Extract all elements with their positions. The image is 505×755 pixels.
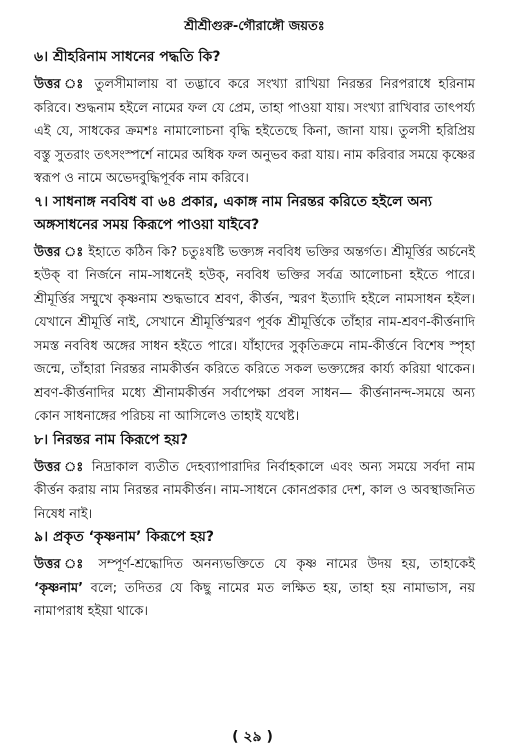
answer-text: তুলসীমালায় বা তদ্ভাবে করে সংখ্যা রাখিয়া নিরন্তর নিরপরাধে হরিনাম করিবে। শুদ্ধনাম হইলে নামের ফল যে প্রেম, তাহা পাওয়া যায়। সংখ্যা রাখিবার তাৎপর্য্য এই যে, সাধকের ক্রমশঃ নামালোচনা বৃদ্ধি হইতেছে কিনা, জানা যায়। তুলসী হরিপ্রিয় বস্তু সুতরাং তৎসংস্পর্শে নামের অধিক ফল অনুভব করা যায়। নাম করিবার সময়ে কৃষ্ণের স্বরূপ ও নামে অভেদবুদ্ধিপূর্বক নাম করিবে। [34,77,475,186]
qa-section-9 [34,526,475,624]
question-heading: ৭। সাধনাঙ্গ নববিধ বা ৬৪ প্রকার, একাঙ্গ নাম নিরন্তর করিতে হইলে অন্য অঙ্গসাধনের সময় কিরূপে পাওয়া যাইবে? [34,193,432,233]
qa-section-6 [34,46,475,191]
question-heading: ৬। শ্রীহরিনাম সাধনের পদ্ধতি কি? [34,49,221,65]
answer-label: উত্তর ঃ [34,459,86,475]
question-heading: ৮। নিরন্তর নাম কিরূপে হয়? [34,431,189,448]
answer-text: নিদ্রাকাল ব্যতীত দেহব্যাপারাদির নির্বাহকালে এবং অন্য সময়ে সর্বদা নাম কীর্ত্তন করায় নাম নিরন্তর নামকীর্ত্তন। নাম-সাধনে কোনপ্রকার দেশ, কাল ও অবস্থাজনিত নিষেধ নাই। [34,459,476,522]
answer-paragraph [34,241,475,429]
answer-text: ইহাতে কঠিন কি? চতুঃষষ্টি ভক্ত্যঙ্গ নববিধ ভক্তির অন্তর্গত। শ্রীমূর্ত্তির অর্চনেই হউক্ বা নির্জনে নাম-সাধনেই হউক্, নববিধ ভক্তির সর্বত্র আলোচনা হইতে পারে। শ্রীমূর্ত্তির সম্মুখে কৃষ্ণনাম শুদ্ধভাবে শ্রবণ, কীর্ত্তন, স্মরণ ইত্যাদি হইলে নামসাধন হইল। যেখানে শ্রীমূর্ত্তি নাই, সেখানে শ্রীমূর্ত্তিস্মরণ পূর্বক শ্রীমূর্ত্তিকে তাঁহার নাম-শ্রবণ-কীর্ত্তনাদি সমস্ত নববিধ অঙ্গের সাধন হইতে পারে। যাঁহাদের সুকৃতিক্রমে নাম-কীর্ত্তনে বিশেষ স্পৃহা জন্মে, তাঁহারা নিরন্তর নামকীর্ত্তন করিতে করিতে সকল ভক্ত্যঙ্গের কার্য্য করিয়া থাকেন। শ্রবণ-কীর্ত্তনাদির মধ্যে শ্রীনামকীর্ত্তন সর্বাপেক্ষা প্রবল সাধন— কীর্ত্তনানন্দ-সময়ে অন্য কোন সাধনাঙ্গের পরিচয় না আসিলেও তাহাই যথেষ্ট। [34,244,475,424]
page-number: ( ২৯ ) [232,729,273,745]
answer-label: উত্তর ঃ [34,557,89,572]
qa-section-8 [34,429,475,527]
answer-label: উত্তর ঃ [34,244,84,260]
answer-text: সম্পূর্ণ-শ্রদ্ধোদিত অনন্যভক্তিতে যে কৃষ্ণ নামের উদয় হয়, তাহাকেই [98,557,475,572]
qa-section-7 [34,191,475,429]
answer-paragraph [34,73,475,191]
question-heading: ৯। প্রকৃত ‘কৃষ্ণনাম’ কিরূপে হয়? [34,529,214,545]
answer-label: উত্তর ঃ [34,77,87,92]
answer-paragraph [34,456,475,527]
page-header: শ্রীশ্রীগুরু-গৌরাঙ্গৌ জয়তঃ [184,19,325,34]
answer-bold-term: ‘কৃষ্ণনাম’ [34,580,84,596]
answer-text-cont: বলে; তদিতর যে কিছু নামের মত লক্ষিত হয়, তাহা হয় নামাভাস, নয় নামাপরাধ হইয়া থাকে। [34,580,475,619]
answer-paragraph [34,553,475,624]
